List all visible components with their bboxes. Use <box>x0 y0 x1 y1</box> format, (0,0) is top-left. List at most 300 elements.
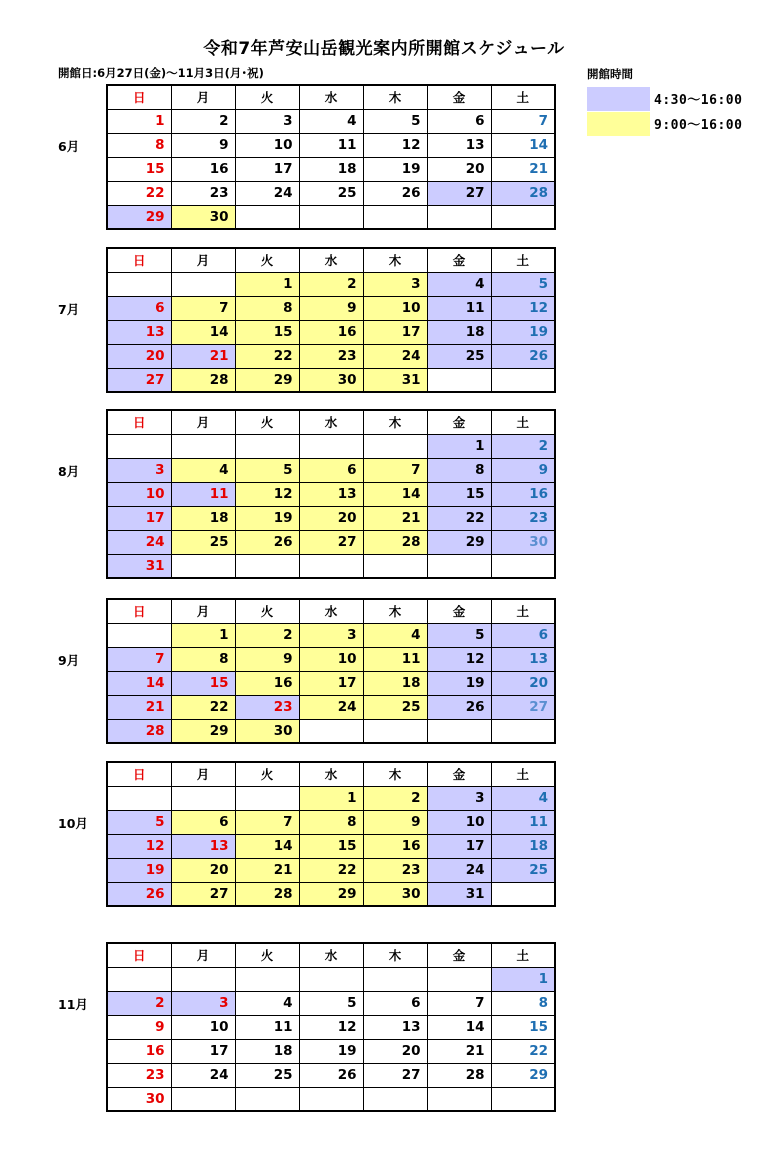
weekday-header: 日 <box>107 762 171 786</box>
day-cell: 28 <box>171 368 235 392</box>
weekday-header: 日 <box>107 85 171 109</box>
week-row <box>107 1039 555 1063</box>
day-cell: 10 <box>299 647 363 671</box>
weekday-header-row <box>107 599 555 623</box>
day-cell: 2 <box>171 109 235 133</box>
day-cell: 5 <box>235 458 299 482</box>
legend-label-regular: 9:00〜16:00 <box>654 118 743 133</box>
day-cell: 23 <box>491 506 555 530</box>
week-row <box>107 368 555 392</box>
day-cell: 14 <box>235 834 299 858</box>
day-cell: 20 <box>171 858 235 882</box>
week-row <box>107 719 555 743</box>
empty-day-cell <box>427 368 491 392</box>
day-cell: 30 <box>235 719 299 743</box>
week-row <box>107 967 555 991</box>
day-cell: 18 <box>427 320 491 344</box>
day-cell: 1 <box>427 434 491 458</box>
week-row <box>107 181 555 205</box>
day-cell: 11 <box>491 810 555 834</box>
day-cell: 6 <box>363 991 427 1015</box>
month-calendar <box>106 942 556 1112</box>
day-cell: 11 <box>427 296 491 320</box>
day-cell: 28 <box>107 719 171 743</box>
empty-day-cell <box>427 967 491 991</box>
legend-item-regular <box>587 111 742 136</box>
day-cell: 19 <box>427 671 491 695</box>
legend-label-early: 4:30〜16:00 <box>654 93 743 108</box>
day-cell: 2 <box>299 272 363 296</box>
legend-item-early <box>587 86 742 111</box>
empty-day-cell <box>427 1087 491 1111</box>
empty-day-cell <box>299 967 363 991</box>
weekday-header: 日 <box>107 943 171 967</box>
day-cell: 23 <box>299 344 363 368</box>
day-cell: 1 <box>299 786 363 810</box>
day-cell: 30 <box>491 530 555 554</box>
legend-swatch-lavender <box>587 87 650 111</box>
weekday-header: 木 <box>363 943 427 967</box>
weekday-header-row <box>107 410 555 434</box>
week-row <box>107 1063 555 1087</box>
weekday-header: 火 <box>235 762 299 786</box>
day-cell: 12 <box>107 834 171 858</box>
day-cell: 15 <box>427 482 491 506</box>
day-cell: 13 <box>171 834 235 858</box>
weekday-header: 月 <box>171 762 235 786</box>
empty-day-cell <box>107 272 171 296</box>
empty-day-cell <box>107 967 171 991</box>
day-cell: 16 <box>171 157 235 181</box>
week-row <box>107 882 555 906</box>
month-calendar <box>106 84 556 230</box>
day-cell: 19 <box>299 1039 363 1063</box>
weekday-header: 月 <box>171 410 235 434</box>
empty-day-cell <box>107 434 171 458</box>
day-cell: 6 <box>299 458 363 482</box>
day-cell: 9 <box>299 296 363 320</box>
day-cell: 15 <box>491 1015 555 1039</box>
day-cell: 21 <box>491 157 555 181</box>
day-cell: 9 <box>107 1015 171 1039</box>
day-cell: 21 <box>107 695 171 719</box>
week-row <box>107 647 555 671</box>
page-title: 令和7年芦安山岳観光案内所開館スケジュール <box>203 39 565 59</box>
day-cell: 25 <box>235 1063 299 1087</box>
day-cell: 25 <box>299 181 363 205</box>
day-cell: 6 <box>107 296 171 320</box>
empty-day-cell <box>363 967 427 991</box>
day-cell: 29 <box>235 368 299 392</box>
day-cell: 7 <box>107 647 171 671</box>
weekday-header: 木 <box>363 762 427 786</box>
day-cell: 26 <box>107 882 171 906</box>
day-cell: 20 <box>299 506 363 530</box>
weekday-header: 水 <box>299 943 363 967</box>
empty-day-cell <box>491 882 555 906</box>
empty-day-cell <box>427 554 491 578</box>
week-row <box>107 858 555 882</box>
month-label: 6月 <box>58 139 80 154</box>
day-cell: 10 <box>363 296 427 320</box>
weekday-header: 木 <box>363 248 427 272</box>
weekday-header: 土 <box>491 599 555 623</box>
day-cell: 5 <box>363 109 427 133</box>
month-calendar <box>106 598 556 744</box>
day-cell: 20 <box>363 1039 427 1063</box>
day-cell: 6 <box>171 810 235 834</box>
day-cell: 12 <box>427 647 491 671</box>
day-cell: 31 <box>107 554 171 578</box>
day-cell: 20 <box>427 157 491 181</box>
weekday-header: 金 <box>427 943 491 967</box>
empty-day-cell <box>299 719 363 743</box>
day-cell: 17 <box>363 320 427 344</box>
day-cell: 7 <box>171 296 235 320</box>
day-cell: 31 <box>427 882 491 906</box>
day-cell: 28 <box>427 1063 491 1087</box>
day-cell: 4 <box>171 458 235 482</box>
empty-day-cell <box>427 719 491 743</box>
day-cell: 14 <box>171 320 235 344</box>
week-row <box>107 695 555 719</box>
week-row <box>107 623 555 647</box>
empty-day-cell <box>363 434 427 458</box>
empty-day-cell <box>299 434 363 458</box>
day-cell: 18 <box>363 671 427 695</box>
day-cell: 26 <box>299 1063 363 1087</box>
weekday-header: 月 <box>171 248 235 272</box>
day-cell: 24 <box>363 344 427 368</box>
week-row <box>107 133 555 157</box>
day-cell: 1 <box>171 623 235 647</box>
week-row <box>107 434 555 458</box>
day-cell: 27 <box>491 695 555 719</box>
week-row <box>107 506 555 530</box>
weekday-header: 土 <box>491 762 555 786</box>
weekday-header: 火 <box>235 943 299 967</box>
day-cell: 2 <box>107 991 171 1015</box>
day-cell: 3 <box>171 991 235 1015</box>
day-cell: 3 <box>235 109 299 133</box>
day-cell: 20 <box>107 344 171 368</box>
day-cell: 7 <box>235 810 299 834</box>
day-cell: 20 <box>491 671 555 695</box>
empty-day-cell <box>363 1087 427 1111</box>
week-row <box>107 458 555 482</box>
week-row <box>107 810 555 834</box>
day-cell: 3 <box>427 786 491 810</box>
day-cell: 13 <box>299 482 363 506</box>
day-cell: 8 <box>235 296 299 320</box>
weekday-header: 日 <box>107 248 171 272</box>
weekday-header: 月 <box>171 943 235 967</box>
day-cell: 13 <box>427 133 491 157</box>
weekday-header: 日 <box>107 410 171 434</box>
day-cell: 30 <box>299 368 363 392</box>
day-cell: 22 <box>235 344 299 368</box>
day-cell: 22 <box>171 695 235 719</box>
day-cell: 14 <box>107 671 171 695</box>
weekday-header: 金 <box>427 599 491 623</box>
day-cell: 18 <box>299 157 363 181</box>
day-cell: 9 <box>171 133 235 157</box>
empty-day-cell <box>491 719 555 743</box>
empty-day-cell <box>491 368 555 392</box>
day-cell: 15 <box>299 834 363 858</box>
day-cell: 9 <box>491 458 555 482</box>
week-row <box>107 991 555 1015</box>
day-cell: 29 <box>491 1063 555 1087</box>
day-cell: 7 <box>363 458 427 482</box>
day-cell: 22 <box>299 858 363 882</box>
weekday-header: 金 <box>427 762 491 786</box>
day-cell: 5 <box>427 623 491 647</box>
day-cell: 19 <box>107 858 171 882</box>
day-cell: 23 <box>363 858 427 882</box>
weekday-header: 水 <box>299 410 363 434</box>
day-cell: 29 <box>107 205 171 229</box>
empty-day-cell <box>235 786 299 810</box>
weekday-header: 火 <box>235 410 299 434</box>
day-cell: 9 <box>235 647 299 671</box>
day-cell: 18 <box>235 1039 299 1063</box>
empty-day-cell <box>491 205 555 229</box>
day-cell: 27 <box>363 1063 427 1087</box>
day-cell: 4 <box>491 786 555 810</box>
empty-day-cell <box>171 967 235 991</box>
weekday-header: 土 <box>491 410 555 434</box>
legend-title: 開館時間 <box>587 67 633 81</box>
day-cell: 23 <box>235 695 299 719</box>
day-cell: 4 <box>427 272 491 296</box>
day-cell: 5 <box>299 991 363 1015</box>
day-cell: 10 <box>107 482 171 506</box>
day-cell: 11 <box>235 1015 299 1039</box>
empty-day-cell <box>171 786 235 810</box>
day-cell: 27 <box>171 882 235 906</box>
day-cell: 8 <box>299 810 363 834</box>
day-cell: 21 <box>363 506 427 530</box>
day-cell: 24 <box>299 695 363 719</box>
day-cell: 10 <box>171 1015 235 1039</box>
day-cell: 17 <box>107 506 171 530</box>
weekday-header: 水 <box>299 599 363 623</box>
month-label: 9月 <box>58 653 80 668</box>
weekday-header: 火 <box>235 85 299 109</box>
day-cell: 1 <box>107 109 171 133</box>
week-row <box>107 554 555 578</box>
empty-day-cell <box>235 434 299 458</box>
week-row <box>107 786 555 810</box>
weekday-header-row <box>107 762 555 786</box>
day-cell: 25 <box>427 344 491 368</box>
day-cell: 17 <box>427 834 491 858</box>
week-row <box>107 109 555 133</box>
empty-day-cell <box>299 1087 363 1111</box>
day-cell: 25 <box>491 858 555 882</box>
weekday-header: 水 <box>299 85 363 109</box>
day-cell: 27 <box>107 368 171 392</box>
day-cell: 29 <box>299 882 363 906</box>
day-cell: 22 <box>491 1039 555 1063</box>
day-cell: 4 <box>299 109 363 133</box>
day-cell: 13 <box>491 647 555 671</box>
day-cell: 30 <box>171 205 235 229</box>
week-row <box>107 671 555 695</box>
week-row <box>107 1087 555 1111</box>
day-cell: 8 <box>171 647 235 671</box>
empty-day-cell <box>235 967 299 991</box>
day-cell: 26 <box>491 344 555 368</box>
month-label: 8月 <box>58 464 80 479</box>
day-cell: 1 <box>491 967 555 991</box>
day-cell: 30 <box>107 1087 171 1111</box>
day-cell: 2 <box>363 786 427 810</box>
day-cell: 16 <box>363 834 427 858</box>
empty-day-cell <box>299 554 363 578</box>
day-cell: 31 <box>363 368 427 392</box>
empty-day-cell <box>171 272 235 296</box>
weekday-header: 水 <box>299 762 363 786</box>
weekday-header-row <box>107 248 555 272</box>
day-cell: 24 <box>427 858 491 882</box>
month-label: 7月 <box>58 302 80 317</box>
week-row <box>107 157 555 181</box>
day-cell: 23 <box>107 1063 171 1087</box>
empty-day-cell <box>427 205 491 229</box>
day-cell: 21 <box>427 1039 491 1063</box>
day-cell: 29 <box>171 719 235 743</box>
week-row <box>107 834 555 858</box>
weekday-header: 金 <box>427 248 491 272</box>
week-row <box>107 530 555 554</box>
day-cell: 16 <box>107 1039 171 1063</box>
weekday-header: 火 <box>235 599 299 623</box>
empty-day-cell <box>363 205 427 229</box>
weekday-header: 金 <box>427 410 491 434</box>
day-cell: 28 <box>363 530 427 554</box>
empty-day-cell <box>107 786 171 810</box>
week-row <box>107 296 555 320</box>
day-cell: 11 <box>171 482 235 506</box>
week-row <box>107 1015 555 1039</box>
day-cell: 24 <box>235 181 299 205</box>
weekday-header: 月 <box>171 599 235 623</box>
day-cell: 14 <box>427 1015 491 1039</box>
day-cell: 12 <box>235 482 299 506</box>
day-cell: 14 <box>491 133 555 157</box>
week-row <box>107 482 555 506</box>
weekday-header: 木 <box>363 85 427 109</box>
weekday-header-row <box>107 943 555 967</box>
legend-swatch-yellow <box>587 112 650 136</box>
empty-day-cell <box>363 719 427 743</box>
day-cell: 22 <box>427 506 491 530</box>
day-cell: 17 <box>235 157 299 181</box>
day-cell: 7 <box>491 109 555 133</box>
day-cell: 12 <box>299 1015 363 1039</box>
day-cell: 27 <box>299 530 363 554</box>
empty-day-cell <box>235 1087 299 1111</box>
day-cell: 28 <box>491 181 555 205</box>
week-row <box>107 272 555 296</box>
hours-legend <box>587 66 742 136</box>
weekday-header: 木 <box>363 599 427 623</box>
day-cell: 28 <box>235 882 299 906</box>
month-label: 11月 <box>58 997 88 1012</box>
day-cell: 4 <box>235 991 299 1015</box>
weekday-header: 金 <box>427 85 491 109</box>
day-cell: 10 <box>235 133 299 157</box>
weekday-header: 月 <box>171 85 235 109</box>
day-cell: 13 <box>363 1015 427 1039</box>
day-cell: 21 <box>171 344 235 368</box>
day-cell: 5 <box>491 272 555 296</box>
day-cell: 3 <box>107 458 171 482</box>
empty-day-cell <box>299 205 363 229</box>
empty-day-cell <box>171 1087 235 1111</box>
weekday-header: 土 <box>491 85 555 109</box>
day-cell: 26 <box>427 695 491 719</box>
weekday-header: 水 <box>299 248 363 272</box>
day-cell: 25 <box>363 695 427 719</box>
day-cell: 19 <box>235 506 299 530</box>
day-cell: 22 <box>107 181 171 205</box>
day-cell: 23 <box>171 181 235 205</box>
weekday-header: 日 <box>107 599 171 623</box>
day-cell: 9 <box>363 810 427 834</box>
empty-day-cell <box>107 623 171 647</box>
week-row <box>107 320 555 344</box>
day-cell: 19 <box>491 320 555 344</box>
day-cell: 14 <box>363 482 427 506</box>
day-cell: 8 <box>491 991 555 1015</box>
day-cell: 10 <box>427 810 491 834</box>
weekday-header: 土 <box>491 248 555 272</box>
empty-day-cell <box>491 1087 555 1111</box>
day-cell: 18 <box>491 834 555 858</box>
day-cell: 4 <box>363 623 427 647</box>
empty-day-cell <box>171 434 235 458</box>
day-cell: 21 <box>235 858 299 882</box>
day-cell: 3 <box>363 272 427 296</box>
empty-day-cell <box>171 554 235 578</box>
day-cell: 1 <box>235 272 299 296</box>
day-cell: 5 <box>107 810 171 834</box>
empty-day-cell <box>235 205 299 229</box>
weekday-header-row <box>107 85 555 109</box>
day-cell: 8 <box>107 133 171 157</box>
weekday-header: 火 <box>235 248 299 272</box>
month-label: 10月 <box>58 816 88 831</box>
day-cell: 2 <box>491 434 555 458</box>
weekday-header: 土 <box>491 943 555 967</box>
day-cell: 7 <box>427 991 491 1015</box>
month-calendar <box>106 761 556 907</box>
month-calendar <box>106 247 556 393</box>
day-cell: 12 <box>491 296 555 320</box>
day-cell: 6 <box>427 109 491 133</box>
day-cell: 24 <box>171 1063 235 1087</box>
day-cell: 15 <box>235 320 299 344</box>
day-cell: 16 <box>491 482 555 506</box>
day-cell: 3 <box>299 623 363 647</box>
empty-day-cell <box>363 554 427 578</box>
day-cell: 15 <box>171 671 235 695</box>
day-cell: 26 <box>235 530 299 554</box>
month-calendar <box>106 409 556 579</box>
